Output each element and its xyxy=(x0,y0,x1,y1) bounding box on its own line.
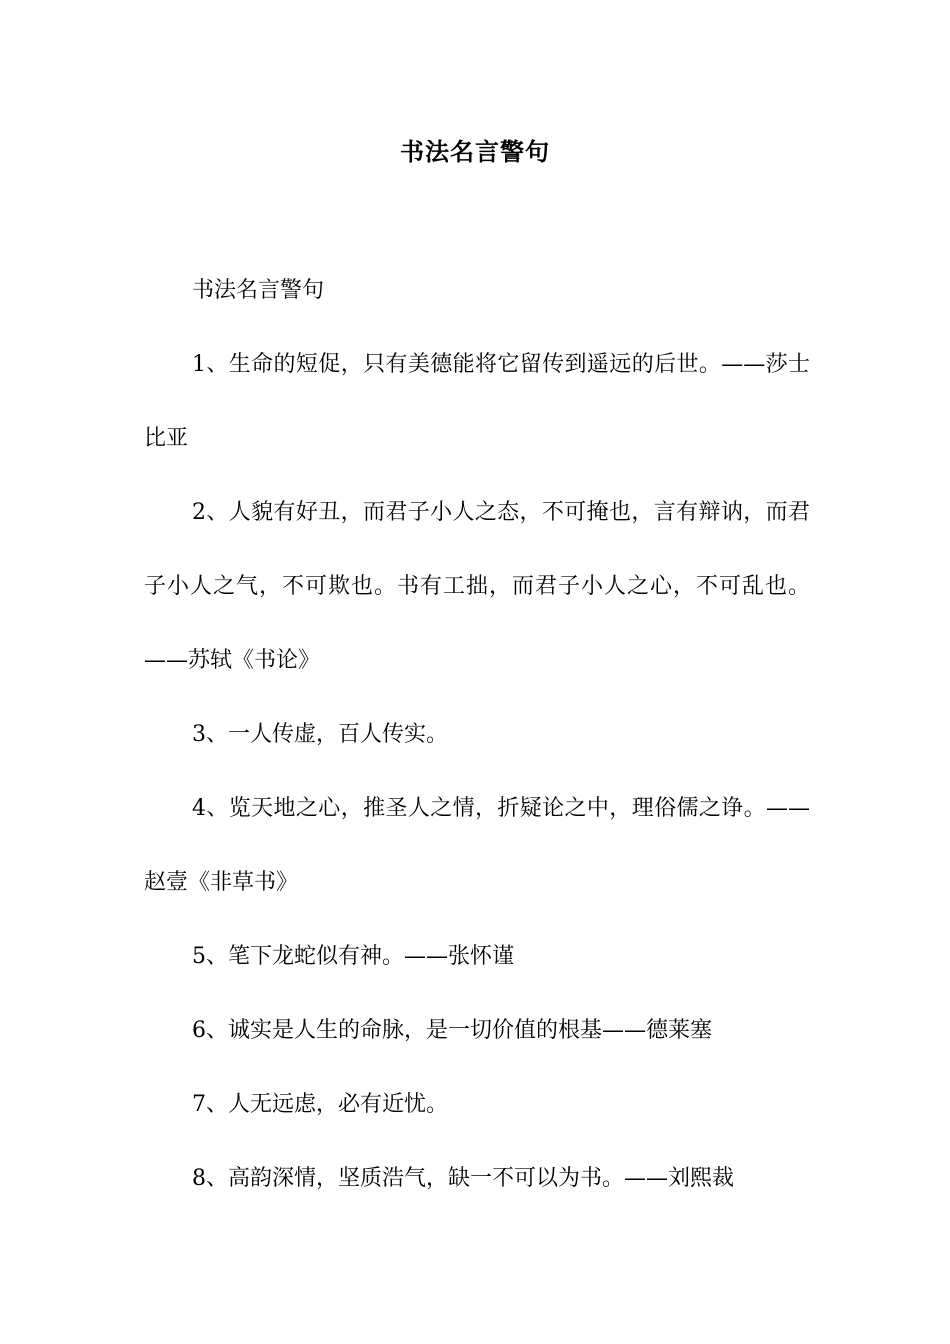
paragraph-quote-2: 2、人貌有好丑，而君子小人之态，不可掩也，言有辩讷，而君子小人之气，不可欺也。书有工拙，而君子小人之心，不可乱也。——苏轼《书论》 xyxy=(144,500,810,673)
document-title: 书法名言警句 xyxy=(400,137,550,166)
paragraph-heading: 书法名言警句 xyxy=(192,278,325,303)
paragraph-quote-5: 5、笔下龙蛇似有神。——张怀谨 xyxy=(192,944,514,969)
paragraph-quote-3: 3、一人传虚，百人传实。 xyxy=(192,722,448,747)
paragraph-quote-1: 1、生命的短促，只有美德能将它留传到遥远的后世。——莎士比亚 xyxy=(144,352,810,451)
paragraph-quote-7: 7、人无远虑，必有近忧。 xyxy=(192,1092,448,1117)
document-body xyxy=(144,254,810,1216)
paragraph-quote-6: 6、诚实是人生的命脉，是一切价值的根基——德莱塞 xyxy=(192,1018,712,1043)
paragraph-quote-4: 4、览天地之心，推圣人之情，折疑论之中，理俗儒之诤。——赵壹《非草书》 xyxy=(144,796,810,895)
paragraph-quote-8: 8、高韵深情，坚质浩气，缺一不可以为书。——刘熙裁 xyxy=(192,1166,734,1191)
